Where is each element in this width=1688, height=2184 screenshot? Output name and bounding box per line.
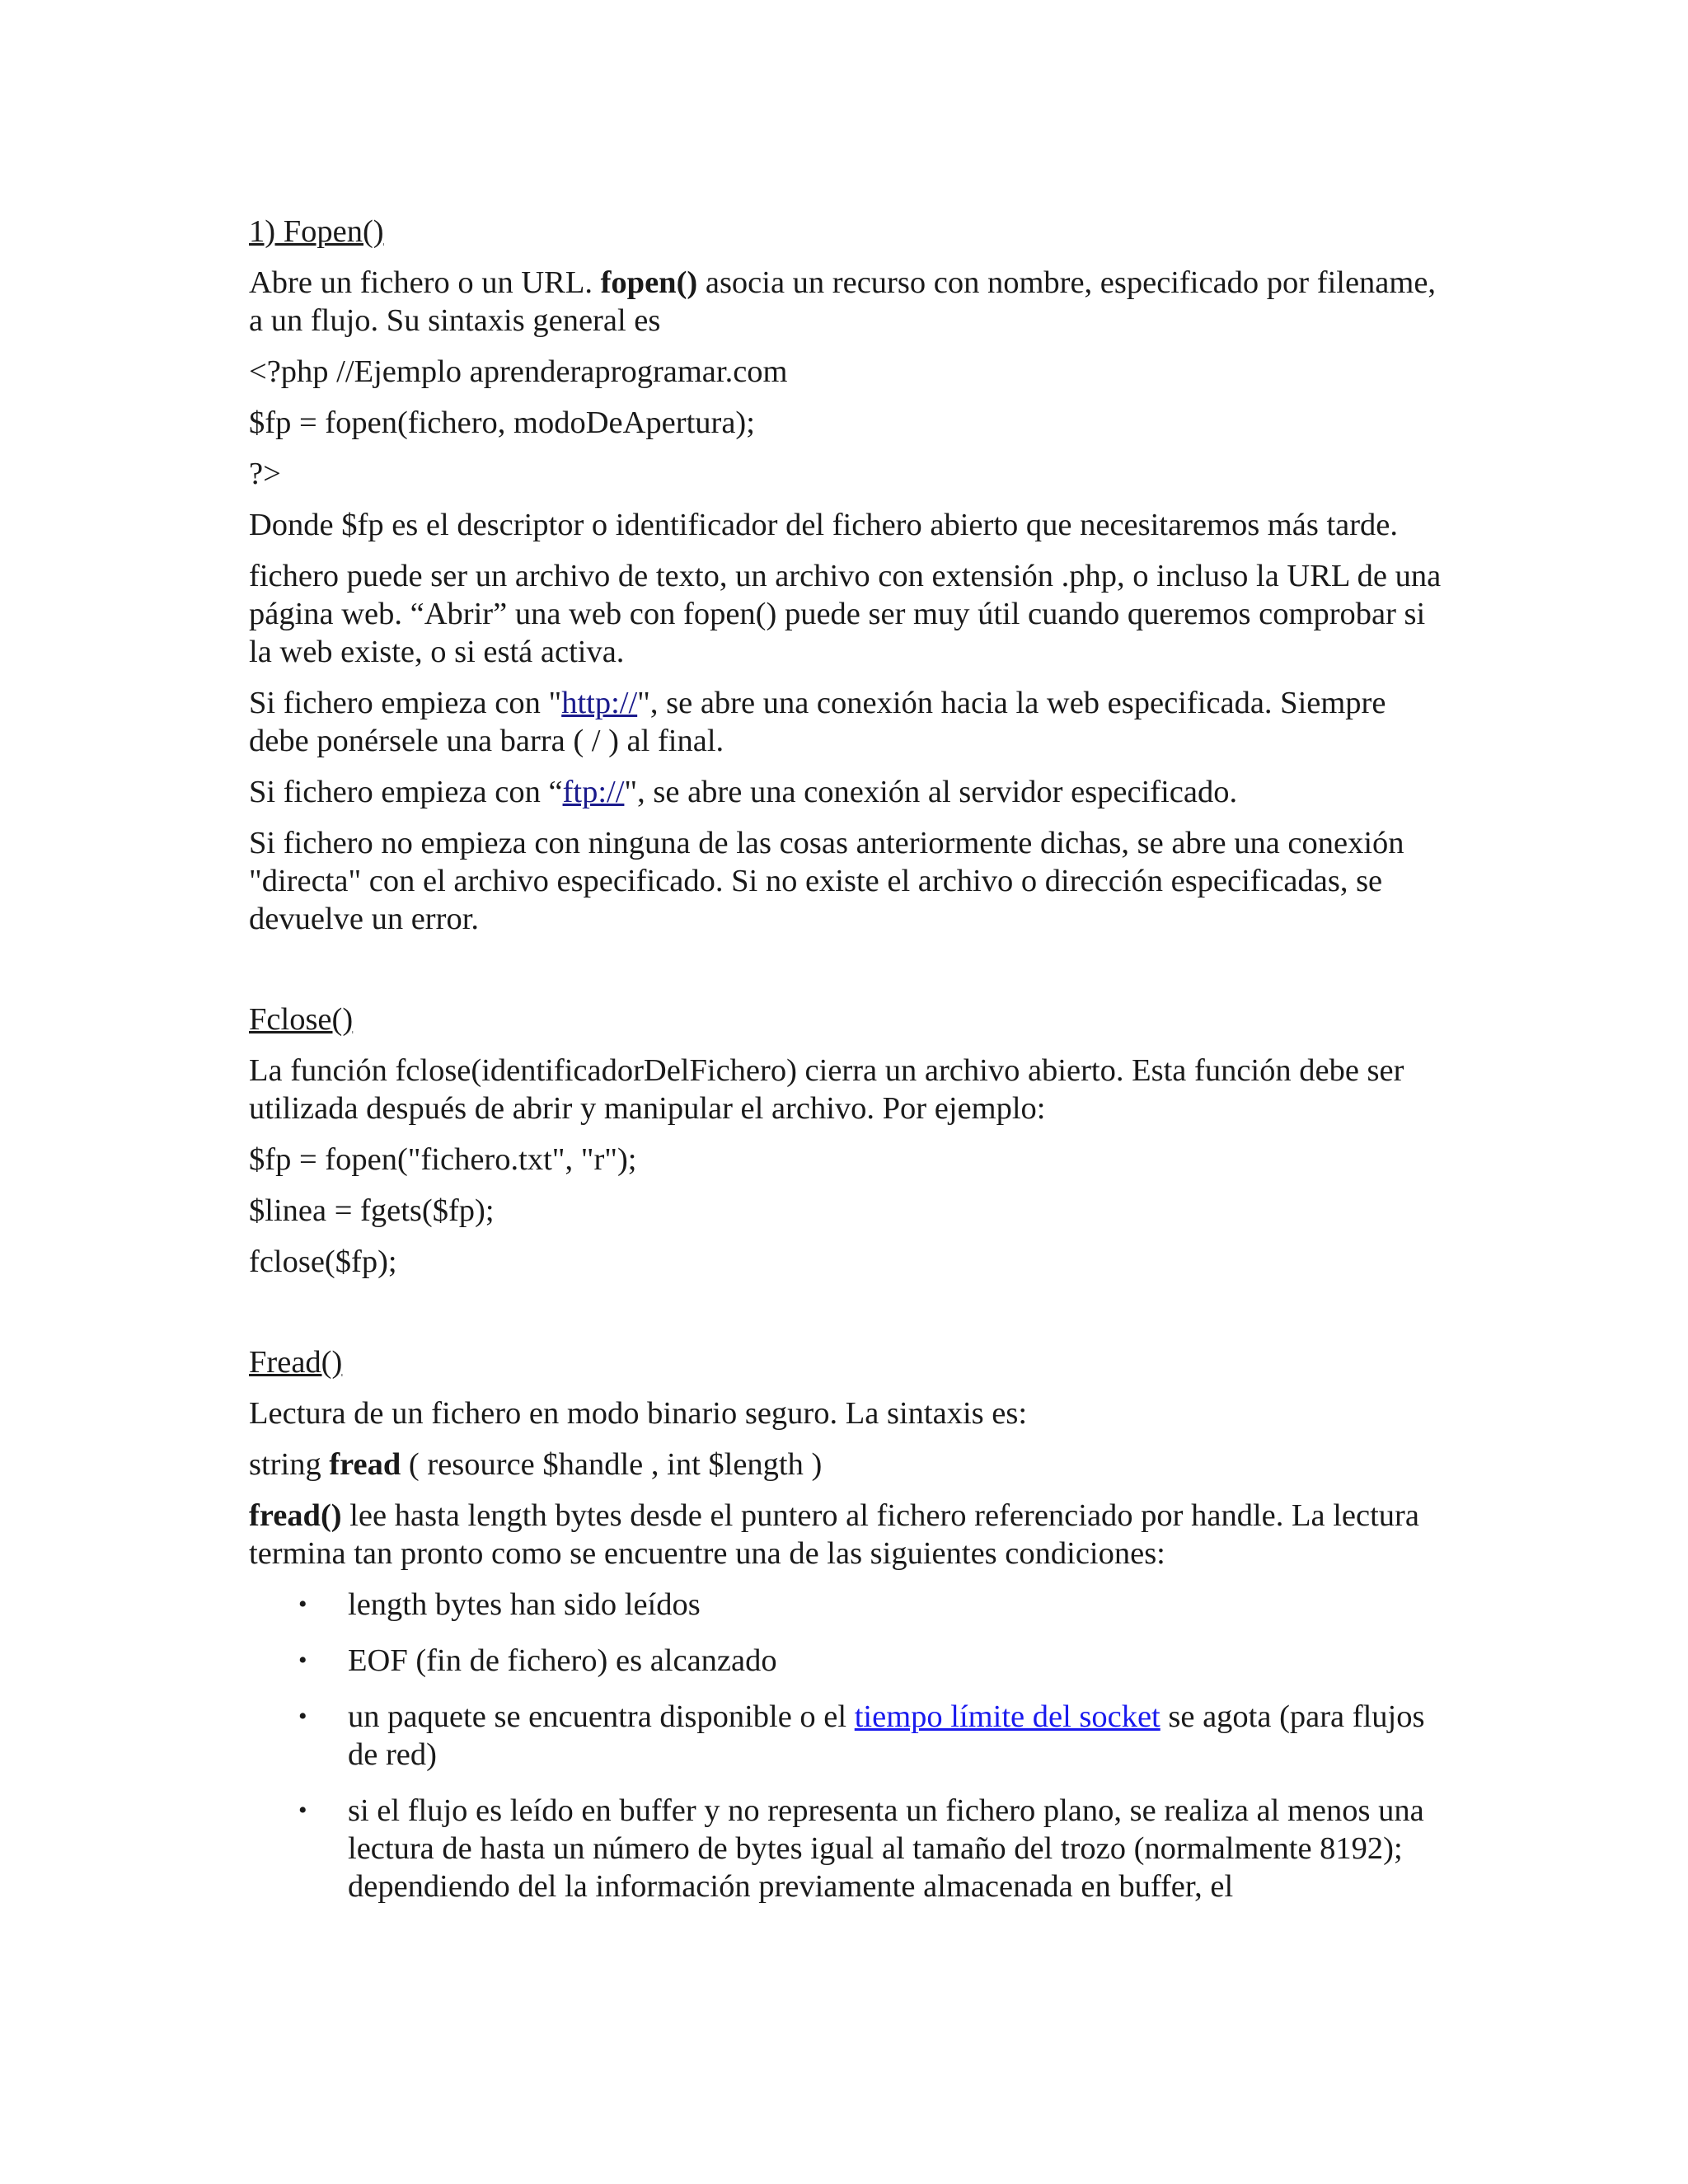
bullet-icon: • (298, 1647, 307, 1674)
section-spacer (249, 951, 1452, 1001)
list-item (249, 1642, 1452, 1680)
fopen-ftp-text-b: ", se abre una conexión al servidor especificado. (624, 775, 1238, 809)
list-item-text-a: un paquete se encuentra disponible o el (348, 1699, 855, 1734)
document-page (249, 213, 1452, 1924)
fopen-ftp-text-a: Si fichero empieza con “ (249, 775, 563, 809)
list-item (249, 1792, 1452, 1905)
list-item (249, 1698, 1452, 1774)
socket-timeout-link[interactable]: tiempo límite del socket (854, 1699, 1160, 1734)
fclose-heading: Fclose() (249, 1002, 354, 1037)
fread-syntax (249, 1446, 1452, 1483)
fread-behavior-bold: fread() (249, 1498, 342, 1533)
fopen-description (249, 264, 1452, 340)
section-spacer (249, 1294, 1452, 1343)
fclose-code-line-3: fclose($fp); (249, 1244, 397, 1279)
fopen-ftp-paragraph (249, 773, 1452, 811)
fopen-code-line-3: ?> (249, 457, 281, 491)
bullet-icon: • (298, 1703, 307, 1730)
fopen-code-line-2: $fp = fopen(fichero, modoDeApertura); (249, 405, 755, 440)
fread-heading: Fread() (249, 1345, 343, 1380)
fclose-description: La función fclose(identificadorDelFichero) cierra un archivo abierto. Esta función debe ser utilizada después de abrir y manipular el archivo. Por ejemplo: (249, 1053, 1404, 1126)
fread-behavior-paragraph (249, 1497, 1452, 1572)
fclose-code-line-2: $linea = fgets($fp); (249, 1193, 495, 1228)
fclose-code-line-1: $fp = fopen("fichero.txt", "r"); (249, 1142, 637, 1177)
bullet-icon: • (298, 1591, 307, 1618)
fopen-code-line-1: <?php //Ejemplo aprenderaprogramar.com (249, 354, 788, 389)
fopen-desc-bold: fopen() (600, 265, 698, 300)
fopen-direct-paragraph: Si fichero no empieza con ninguna de las cosas anteriormente dichas, se abre una conexión "directa" con el archivo especificado. Si no existe el archivo o dirección especificadas, se devuelve un error. (249, 826, 1404, 936)
fread-syntax-a: string (249, 1447, 330, 1482)
fread-behavior-text: lee hasta length bytes desde el puntero al fichero referenciado por handle. La lectura termina tan pronto como se encuentre una de las siguientes condiciones: (249, 1498, 1419, 1571)
http-link[interactable]: http:// (561, 686, 638, 720)
list-item-text: length bytes han sido leídos (348, 1587, 701, 1622)
list-item (249, 1586, 1452, 1624)
list-item-text: EOF (fin de fichero) es alcanzado (348, 1643, 777, 1678)
list-item-text: si el flujo es leído en buffer y no representa un fichero plano, se realiza al menos una lectura de hasta un número de bytes igual al tamaño del trozo (normalmente 8192); dependiendo del la información previamente almacenada en buffer, el (348, 1793, 1424, 1904)
fopen-desc-text-b: asocia un recurso con nombre, especificado por filename, a un flujo. Su sintaxis general es (249, 265, 1437, 338)
fopen-heading: 1) Fopen() (249, 214, 384, 249)
ftp-link[interactable]: ftp:// (562, 775, 625, 809)
fopen-file-types-paragraph: fichero puede ser un archivo de texto, un archivo con extensión .php, o incluso la URL de una página web. “Abrir” una web con fopen() puede ser muy útil cuando queremos comprobar si la web existe, o si está activa. (249, 559, 1442, 669)
fopen-http-text-a: Si fichero empieza con " (249, 686, 562, 720)
fread-conditions-list (249, 1586, 1452, 1905)
fread-syntax-b: ( resource $handle , int $length ) (401, 1447, 823, 1482)
bullet-icon: • (298, 1797, 307, 1824)
fopen-descriptor-paragraph: Donde $fp es el descriptor o identificador del fichero abierto que necesitaremos más tarde. (249, 508, 1399, 542)
fopen-http-text-b: ", se abre una conexión hacia la web especificada. Siempre debe ponérsele una barra ( / ) al final. (249, 686, 1386, 758)
fread-description: Lectura de un fichero en modo binario seguro. La sintaxis es: (249, 1396, 1028, 1431)
fopen-desc-text-a: Abre un fichero o un URL. (249, 265, 601, 300)
fopen-http-paragraph (249, 684, 1452, 760)
fread-syntax-bold: fread (329, 1447, 401, 1482)
list-item-text-b: se agota (para flujos de red) (348, 1699, 1425, 1772)
